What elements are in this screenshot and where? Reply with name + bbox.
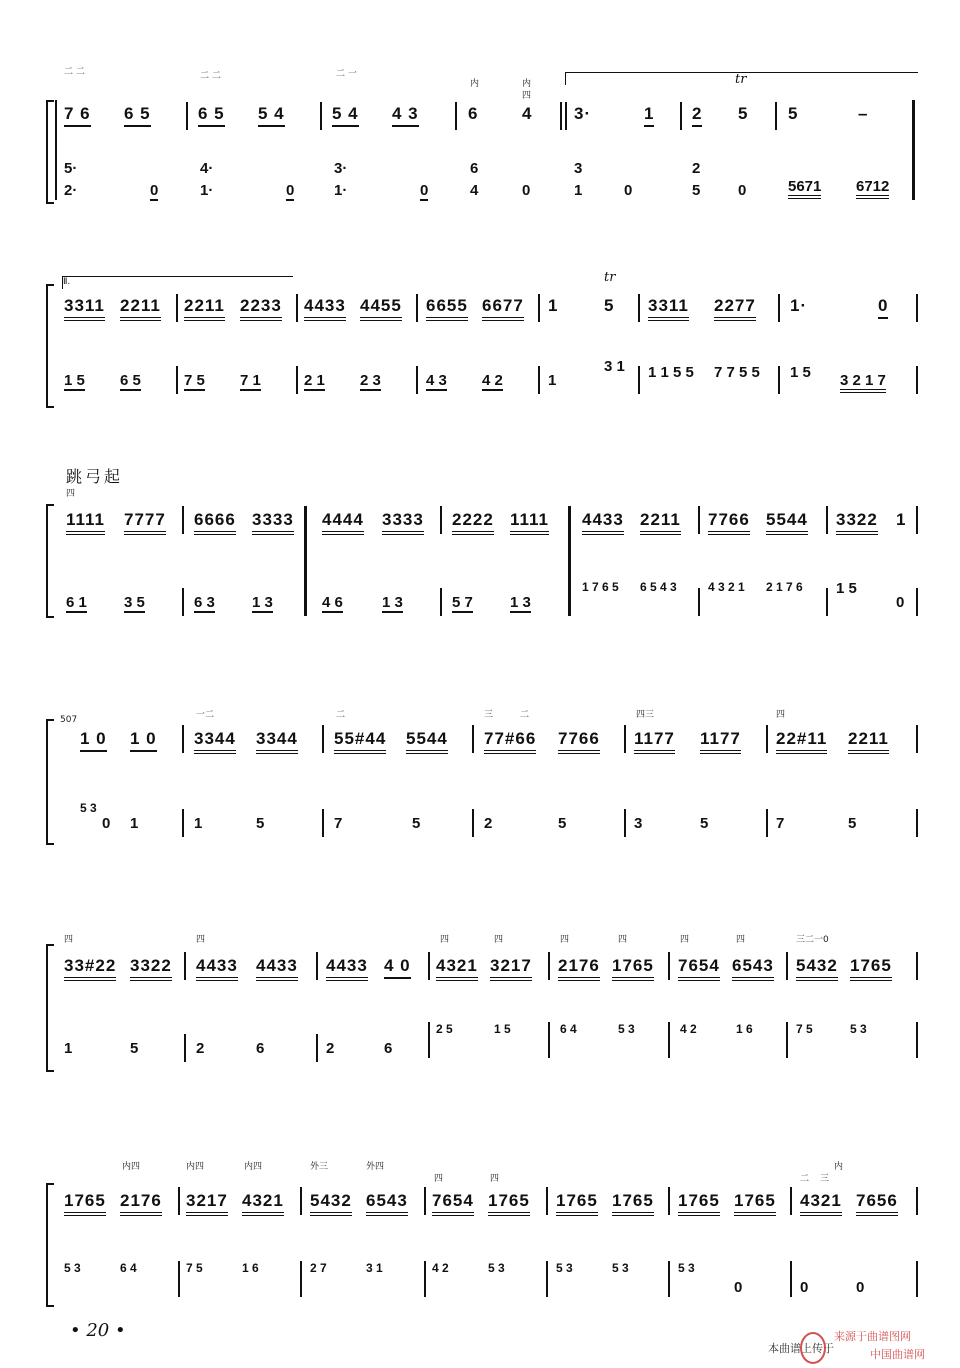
note-group: 6543	[366, 1191, 408, 1216]
brace	[46, 100, 54, 204]
note-group: 1111	[66, 510, 105, 535]
lower-note: 5	[700, 815, 709, 832]
barline	[182, 506, 184, 534]
lower-pair: 1 3	[382, 594, 403, 611]
brace	[46, 504, 54, 618]
repeat-barline	[568, 506, 571, 616]
fingering: 内四	[244, 1162, 263, 1172]
lower-rest: 0	[102, 815, 111, 832]
note-group: 1177	[700, 729, 741, 754]
fingering: 内	[834, 1162, 844, 1172]
lower-chord: 5 3	[850, 1022, 867, 1036]
note-group: 4321	[800, 1191, 842, 1216]
note: 6	[468, 104, 479, 123]
lower-chord: 6	[470, 160, 479, 177]
note-group: 7766	[708, 510, 750, 535]
barline	[186, 102, 188, 130]
footer-upload-note: 本曲谱上传于	[768, 1342, 834, 1355]
note-group: 1765	[556, 1191, 598, 1216]
fingering: 四	[494, 935, 504, 945]
barline	[916, 366, 918, 394]
note-group: 5 4	[332, 104, 359, 127]
fingering: 内	[522, 79, 532, 89]
barline	[766, 809, 768, 837]
note-group: 6677	[482, 296, 524, 321]
note: –	[858, 104, 869, 123]
lower-chord: 2·	[64, 182, 78, 199]
lower-chord: 6 4	[560, 1022, 577, 1036]
lower-rest: 0	[800, 1279, 809, 1296]
lower-chord: 1 1 5 5	[648, 364, 694, 381]
note-group: 6 5	[198, 104, 225, 127]
note-group: 1765	[612, 1191, 654, 1216]
barline	[176, 366, 178, 394]
lower-note: 2	[484, 815, 493, 832]
lower-chord: 1 5	[790, 364, 811, 381]
lower-chord: 2 1 7 6	[766, 580, 803, 594]
note-group: 7766	[558, 729, 600, 754]
barline	[916, 725, 918, 753]
lower-chord: 5 3	[678, 1261, 695, 1275]
lower-run: 6712	[856, 178, 889, 199]
note-group: 3333	[252, 510, 294, 535]
lower-chord: 5 3	[64, 1261, 81, 1275]
fingering: 四三	[636, 710, 655, 720]
note-group: 4433	[256, 956, 298, 981]
lower-pair: 2 1	[304, 372, 325, 389]
barline	[296, 366, 298, 394]
note-group: 5432	[796, 956, 838, 981]
lower-chord: 5·	[64, 160, 78, 177]
note-group: 3344	[194, 729, 236, 754]
note: 5	[738, 104, 749, 123]
fingering: 四	[64, 935, 74, 945]
treble-clef-icon	[800, 1332, 826, 1364]
barline	[178, 1187, 180, 1215]
note-group: 5 4	[258, 104, 285, 127]
note-group: 1 0	[130, 729, 157, 752]
note-group: 4433	[326, 956, 368, 981]
barline	[916, 809, 918, 837]
lower-rest: 0	[856, 1279, 865, 1296]
note-group: 1177	[634, 729, 675, 754]
note-group: 6655	[426, 296, 468, 321]
fingering: 四	[196, 935, 206, 945]
barline	[182, 588, 184, 616]
note: 1	[896, 510, 907, 529]
lower-chord: 3 1	[366, 1261, 383, 1275]
barline	[182, 809, 184, 837]
fingering: 四	[522, 91, 532, 101]
note-group: 4433	[304, 296, 346, 321]
note-group: 1765	[64, 1191, 106, 1216]
lower-chord: 1 7 6 5	[582, 580, 619, 594]
lower-chord: 1·	[334, 182, 348, 199]
barline	[698, 506, 700, 534]
lower-note: 5	[412, 815, 421, 832]
barline	[668, 1022, 670, 1058]
lower-chord: 3·	[334, 160, 348, 177]
barline	[538, 366, 540, 394]
lower-note: 3 1	[604, 358, 625, 375]
note: 1	[644, 104, 654, 127]
note: 1·	[790, 296, 808, 315]
lower-chord: 7 5	[186, 1261, 203, 1275]
lower-chord: 2	[692, 160, 701, 177]
logo-text-secondary: 中国曲谱网	[870, 1348, 925, 1361]
barline	[668, 1261, 670, 1297]
note-group: 6 5	[124, 104, 151, 127]
volta-bracket: Ⅱ.	[62, 276, 293, 289]
lower-note: 6	[256, 1040, 265, 1057]
fingering: 一二	[196, 710, 215, 720]
fingering: 二	[800, 1174, 810, 1184]
lower-pair: 6 5	[120, 372, 141, 389]
note-group: 4 3	[392, 104, 419, 127]
barline	[638, 294, 640, 322]
note-group: 2176	[120, 1191, 162, 1216]
barline	[455, 102, 457, 130]
barline	[428, 1022, 430, 1058]
page-number: • 20 •	[70, 1320, 126, 1341]
lower-note: 5	[558, 815, 567, 832]
fingering: 二 二	[200, 71, 221, 81]
note-group: 4433	[582, 510, 624, 535]
note-group: 3322	[836, 510, 878, 535]
note-group: 3217	[186, 1191, 228, 1216]
barline	[296, 294, 298, 322]
barline	[790, 1261, 792, 1297]
fingering: 三	[484, 710, 494, 720]
fingering: 四	[680, 935, 690, 945]
barline	[55, 100, 57, 200]
barline	[916, 506, 918, 534]
barline	[548, 952, 550, 980]
lower-pair: 2 3	[360, 372, 381, 389]
note-group: 2277	[714, 296, 756, 321]
barline	[916, 588, 918, 616]
barline	[424, 1187, 426, 1215]
lower-pair: 6 1	[66, 594, 87, 611]
note-group: 7654	[678, 956, 720, 981]
lower-note: 5	[848, 815, 857, 832]
fingering: 二	[520, 710, 530, 720]
note: 5	[604, 296, 615, 315]
lower-rest: 0	[624, 182, 633, 199]
barline	[565, 102, 567, 130]
lower-chord: 6 4	[120, 1261, 137, 1275]
note-group: 5432	[310, 1191, 352, 1216]
barline	[546, 1187, 548, 1215]
note-group: 7654	[432, 1191, 474, 1216]
note-group: 1765	[678, 1191, 720, 1216]
lower-chord: 4 3 2 1	[708, 580, 745, 594]
note-group: 4321	[436, 956, 478, 981]
lower-pair: 1 5	[64, 372, 85, 389]
lower-pair: 1 3	[252, 594, 273, 611]
barline	[300, 1187, 302, 1215]
barline	[916, 952, 918, 980]
brace	[46, 284, 54, 408]
note-group: 55#44	[334, 729, 386, 754]
lower-pair: 6 3	[194, 594, 215, 611]
lower-chord: 2 7	[310, 1261, 327, 1275]
barline	[916, 1261, 918, 1297]
barline	[668, 1187, 670, 1215]
fingering: 四	[736, 935, 746, 945]
lower-chord: 1 6	[242, 1261, 259, 1275]
barline	[778, 366, 780, 394]
note-group: 2222	[452, 510, 494, 535]
lower-rest: 0	[150, 182, 159, 199]
note-group: 4455	[360, 296, 402, 321]
lower-chord: 5 3	[618, 1022, 635, 1036]
note: 5	[788, 104, 799, 123]
barline	[184, 1034, 186, 1062]
lower-pair: 3 5	[124, 594, 145, 611]
lower-note: 6	[384, 1040, 393, 1057]
note: 4	[522, 104, 533, 123]
note-group: 5544	[766, 510, 808, 535]
barline	[766, 725, 768, 753]
lower-rest: 0	[734, 1279, 743, 1296]
note-group: 7656	[856, 1191, 898, 1216]
fingering: 二 一	[336, 69, 357, 79]
barline	[826, 588, 828, 616]
barline	[624, 725, 626, 753]
barline	[184, 952, 186, 980]
note-group: 2211	[120, 296, 161, 321]
barline	[916, 1187, 918, 1215]
note: 3·	[574, 104, 592, 123]
barline	[786, 952, 788, 980]
lower-chord: 1 5	[494, 1022, 511, 1036]
note-group: 1765	[612, 956, 654, 981]
fingering: 三二一0	[796, 935, 829, 945]
repeat-barline	[304, 506, 307, 616]
site-logo[interactable]	[800, 1322, 950, 1366]
note-group: 3311	[64, 296, 105, 321]
lower-note: 7	[776, 815, 785, 832]
barline	[416, 294, 418, 322]
note-group: 2211	[640, 510, 681, 535]
note-group: 22#11	[776, 729, 827, 754]
note-group: 6543	[732, 956, 774, 981]
fingering: 内四	[122, 1162, 141, 1172]
lower-chord: 2 5	[436, 1022, 453, 1036]
fingering: 二 二	[64, 67, 85, 77]
lower-chord: 7 5	[796, 1022, 813, 1036]
lower-note: 2	[196, 1040, 205, 1057]
bowing-instruction: 跳弓起	[66, 467, 124, 486]
fingering: 四	[618, 935, 628, 945]
note-group: 2211	[848, 729, 889, 754]
barline	[316, 952, 318, 980]
note-group: 3344	[256, 729, 298, 754]
lower-pair: 4 2	[482, 372, 503, 389]
lower-note: 5	[256, 815, 265, 832]
note-group: 3333	[382, 510, 424, 535]
lower-chord: 4·	[200, 160, 214, 177]
lower-note: 1	[130, 815, 139, 832]
brace	[46, 719, 54, 845]
barline	[320, 102, 322, 130]
note-group: 5544	[406, 729, 448, 754]
fingering: 四	[440, 935, 450, 945]
barline	[668, 952, 670, 980]
barline	[316, 1034, 318, 1062]
barline	[548, 1022, 550, 1058]
note-group: 4444	[322, 510, 364, 535]
logo-text: 来源于曲谱图网	[834, 1330, 911, 1343]
barline	[538, 294, 540, 322]
fingering: 四	[66, 489, 76, 499]
lower-pair: 5 7	[452, 594, 473, 611]
barline	[322, 809, 324, 837]
note-group: 1111	[510, 510, 549, 535]
lower-run: 5671	[788, 178, 821, 199]
lower-pair: 4 3	[426, 372, 447, 389]
brace	[46, 944, 54, 1072]
lower-chord: 5 3	[488, 1261, 505, 1275]
barline	[182, 725, 184, 753]
lower-chord: 1 6	[736, 1022, 753, 1036]
barline	[300, 1261, 302, 1297]
fingering: 四	[490, 1174, 500, 1184]
barline	[472, 725, 474, 753]
barline	[546, 1261, 548, 1297]
lower-rest: 0	[420, 182, 429, 199]
trill-mark: tr	[604, 270, 616, 285]
lower-note: 3	[634, 815, 643, 832]
barline	[680, 102, 682, 130]
lower-rest: 0	[738, 182, 747, 199]
lower-chord: 1	[574, 182, 583, 199]
note-group: 1 0	[80, 729, 107, 752]
repeat-barline	[912, 100, 915, 200]
fingering: 内四	[186, 1162, 205, 1172]
note: 2	[692, 104, 702, 127]
lower-chord: 5 3	[612, 1261, 629, 1275]
fingering: 外三	[310, 1162, 329, 1172]
lower-chord: 3	[574, 160, 583, 177]
barline	[790, 1187, 792, 1215]
lower-chord: 7 7 5 5	[714, 364, 760, 381]
note-group: 2211	[184, 296, 225, 321]
fingering: 四	[776, 710, 786, 720]
fingering: 三	[820, 1174, 830, 1184]
brace	[46, 1183, 54, 1307]
lower-run: 3 2 1 7	[840, 372, 886, 393]
barline	[322, 725, 324, 753]
note-group: 7 6	[64, 104, 91, 127]
fingering: 四	[560, 935, 570, 945]
note-group: 3217	[490, 956, 532, 981]
barline	[472, 809, 474, 837]
section-label: 507	[60, 715, 78, 725]
barline	[786, 1022, 788, 1058]
lower-note: 1	[64, 1040, 73, 1057]
barline	[826, 506, 828, 534]
note-group: 1765	[850, 956, 892, 981]
note-group: 4 0	[384, 956, 411, 979]
barline	[638, 366, 640, 394]
lower-pair: 7 5	[184, 372, 205, 389]
lower-chord: 1 5	[836, 580, 857, 597]
note-group: 1765	[488, 1191, 530, 1216]
barline	[178, 1261, 180, 1297]
note-group: 2233	[240, 296, 282, 321]
barline	[560, 102, 562, 130]
barline	[778, 294, 780, 322]
note-group: 4433	[196, 956, 238, 981]
note-group: 3322	[130, 956, 172, 981]
lower-rest: 0	[896, 594, 905, 611]
barline	[624, 809, 626, 837]
note-group: 77#66	[484, 729, 536, 754]
note: 1	[548, 296, 559, 315]
barline	[440, 506, 442, 534]
barline	[416, 366, 418, 394]
fingering: 四	[434, 1174, 444, 1184]
barline	[424, 1261, 426, 1297]
note-group: 2176	[558, 956, 600, 981]
note-group: 7777	[124, 510, 166, 535]
lower-chord: 5	[692, 182, 701, 199]
note-group: 4321	[242, 1191, 284, 1216]
note-group: 1765	[734, 1191, 776, 1216]
fingering: 内	[470, 79, 480, 89]
fingering: 二	[336, 710, 346, 720]
trill-mark: tr	[735, 72, 747, 87]
lower-note: 2	[326, 1040, 335, 1057]
barline	[176, 294, 178, 322]
note-group: 33#22	[64, 956, 116, 981]
lower-note: 1	[194, 815, 203, 832]
lower-chord: 6 5 4 3	[640, 580, 677, 594]
lower-note: 5	[130, 1040, 139, 1057]
lower-rest: 0	[286, 182, 295, 199]
barline	[916, 1022, 918, 1058]
barline	[775, 102, 777, 130]
barline	[698, 588, 700, 616]
lower-chord: 4 2	[680, 1022, 697, 1036]
lower-note: 1	[548, 372, 557, 389]
note-group: 3311	[648, 296, 689, 321]
lower-chord: 5 3	[80, 801, 97, 815]
barline	[916, 294, 918, 322]
fingering: 外四	[366, 1162, 385, 1172]
lower-rest: 0	[522, 182, 531, 199]
lower-chord: 4	[470, 182, 479, 199]
note: 0	[878, 296, 888, 319]
lower-pair: 7 1	[240, 372, 261, 389]
note-group: 6666	[194, 510, 236, 535]
lower-note: 7	[334, 815, 343, 832]
lower-pair: 4 6	[322, 594, 343, 611]
lower-pair: 1 3	[510, 594, 531, 611]
barline	[440, 588, 442, 616]
lower-chord: 1·	[200, 182, 214, 199]
barline	[428, 952, 430, 980]
lower-chord: 4 2	[432, 1261, 449, 1275]
lower-chord: 5 3	[556, 1261, 573, 1275]
